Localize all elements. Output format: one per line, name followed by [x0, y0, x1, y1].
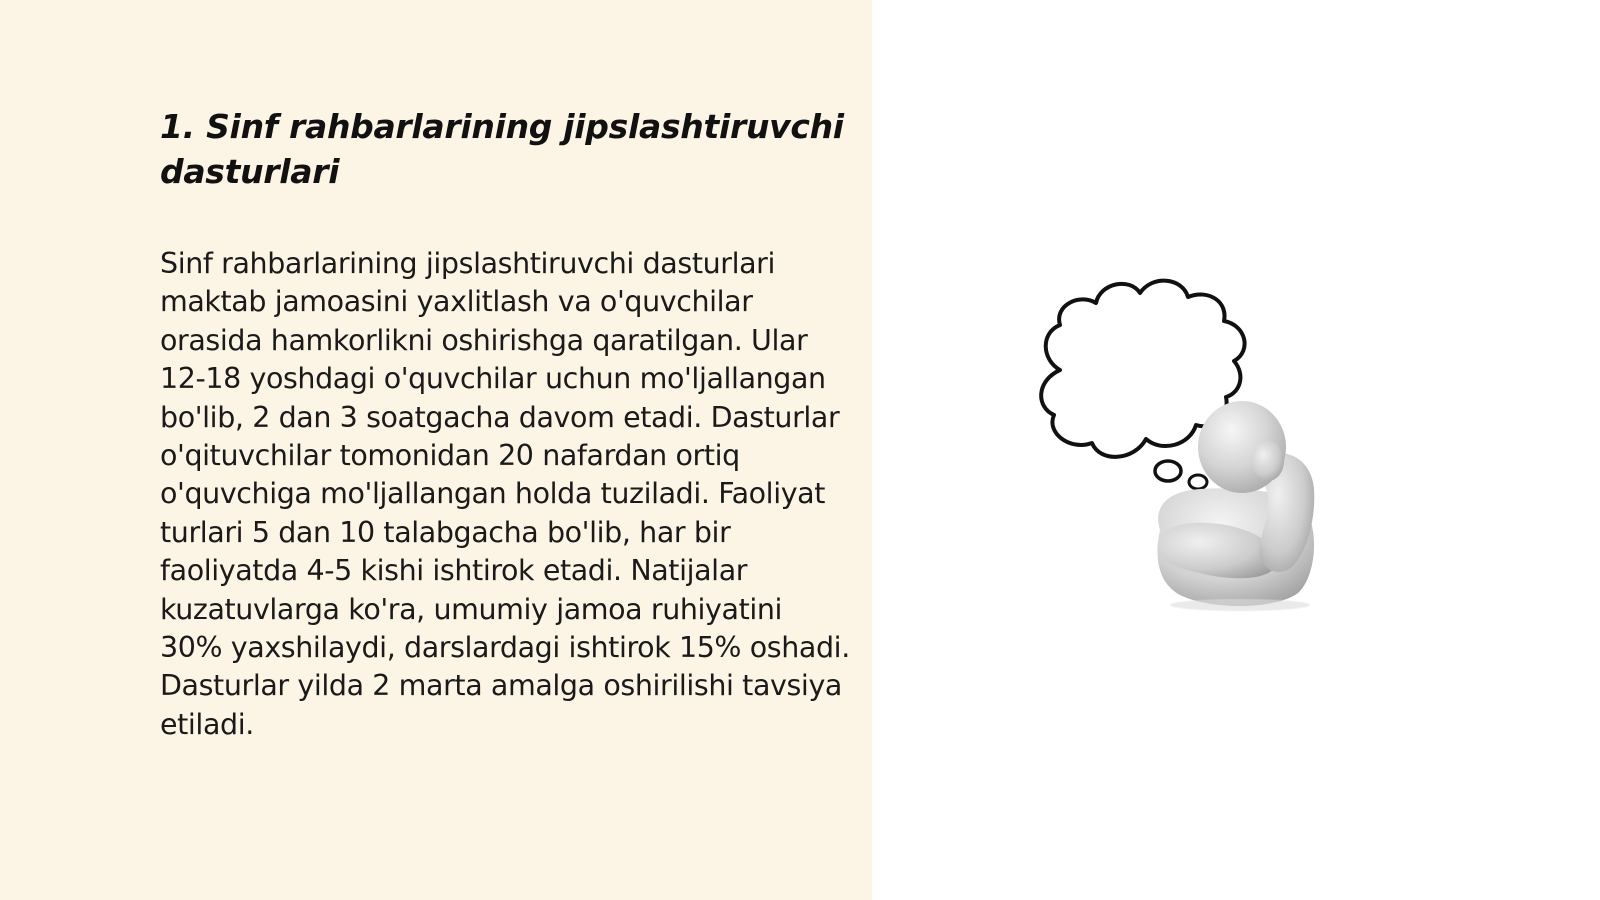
slide-body-text: Sinf rahbarlarining jipslashtiruvchi dasturlari maktab jamoasini yaxlitlash va o'quvchilar orasida hamkorlikni oshirishga qaratilgan. Ular 12-18 yoshdagi o'quvchilar uchun mo'ljallangan bo'lib, 2 dan 3 soatgacha davom etadi. Dasturlar o'qituvchilar tomonidan 20 nafardan ortiq o'quvchiga mo'ljallangan holda tuziladi. Faoliyat turlari 5 dan 10 talabgacha bo'lib, har bir faoliyatda 4-5 kishi ishtirok etadi. Natijalar kuzatuvlarga ko'ra, umumiy jamoa ruhiyatini 30% yaxshilaydi, darslardagi ishtirok 15% oshadi. Dasturlar yilda 2 marta amalga oshirilishi tavsiya etiladi.	[160, 247, 850, 741]
thought-bubble-small-1	[1155, 461, 1181, 481]
thought-bubble-small-2	[1189, 475, 1207, 489]
slide-title: 1. Sinf rahbarlarining jipslashtiruvchi dasturlari	[160, 107, 844, 191]
thinking-person-with-thought-bubble-icon	[1030, 275, 1350, 615]
figure-shadow	[1170, 599, 1310, 611]
figure-hand	[1252, 441, 1284, 481]
